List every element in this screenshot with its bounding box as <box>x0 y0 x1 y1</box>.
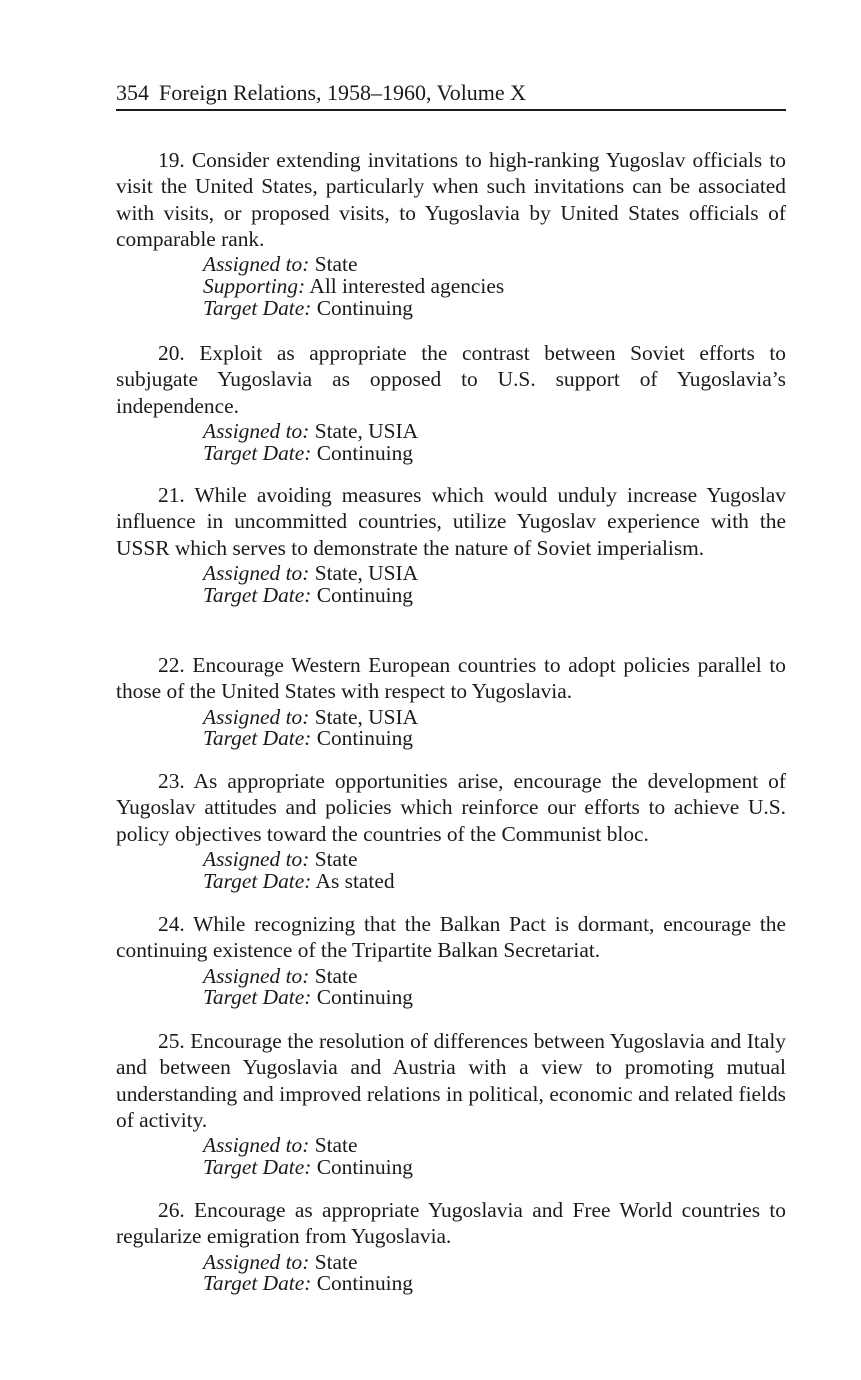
assignment-value: State <box>314 846 358 871</box>
assignment-label: Target Date: <box>203 726 312 751</box>
assignment-line <box>203 987 786 1009</box>
recommendation-text: 22. Encourage Western European countries to adopt policies parallel to those of the United States with respect to Yugoslavia. <box>116 653 786 704</box>
recommendation-text: 24. While recognizing that the Balkan Pact is dormant, encourage the continuing existence of the Tripartite Balkan Secretariat. <box>116 912 786 963</box>
assignment-label: Target Date: <box>203 985 312 1010</box>
assignment-line <box>203 560 786 585</box>
assignment-label: Assigned to: <box>203 1133 310 1158</box>
recommendation-text: 25. Encourage the resolution of differences between Yugoslavia and Italy and between Yugoslavia and Austria with a view to promoting mutual understanding and improved relations in political, economic and related fields of activity. <box>116 1029 786 1132</box>
assignment-label: Assigned to: <box>203 1249 310 1274</box>
assignment-line <box>203 846 786 871</box>
assignment-label: Assigned to: <box>203 560 310 585</box>
assignment-block <box>203 418 786 465</box>
recommendation-item <box>116 1028 786 1179</box>
assignment-value: State, USIA <box>314 560 419 585</box>
page-title: Foreign Relations, 1958–1960, Volume X <box>159 80 527 105</box>
recommendation-item <box>116 652 786 750</box>
assignment-label: Target Date: <box>203 868 312 893</box>
recommendation-text: 21. While avoiding measures which would unduly increase Yugoslav influence in uncommitted countries, utilize Yugoslav experience with the USSR which serves to demonstrate the nature of Soviet imperialism. <box>116 483 786 560</box>
recommendation-text: 23. As appropriate opportunities arise, encourage the development of Yugoslav attitudes and policies which reinforce our efforts to achieve U.S. policy objectives toward the countries of the Communist bloc. <box>116 769 786 846</box>
assignment-value: All interested agencies <box>309 273 505 298</box>
assignment-label: Target Date: <box>203 1154 312 1179</box>
assignment-label: Assigned to: <box>203 846 310 871</box>
assignment-line <box>203 963 786 988</box>
recommendation-item <box>116 482 786 606</box>
assignment-label: Target Date: <box>203 582 312 607</box>
assignment-value: State, USIA <box>314 418 419 443</box>
recommendation-item <box>116 911 786 1009</box>
assignment-value: Continuing <box>316 726 413 751</box>
assignment-value: State <box>314 1249 358 1274</box>
assignment-value: State <box>314 1133 358 1158</box>
assignment-block <box>203 560 786 607</box>
assignment-value: Continuing <box>316 440 413 465</box>
recommendation-text: 19. Consider extending invitations to high-ranking Yugoslav officials to visit the United States, particularly when such invitations can be associated with visits, or proposed visits, to Yugoslavia by United States officials of comparable rank. <box>116 148 786 251</box>
assignment-label: Assigned to: <box>203 418 310 443</box>
recommendation-text: 26. Encourage as appropriate Yugoslavia and Free World countries to regularize emigration from Yugoslavia. <box>116 1198 786 1249</box>
assignment-value: Continuing <box>316 582 413 607</box>
assignment-line <box>203 440 786 465</box>
assignment-value: Continuing <box>316 1154 413 1179</box>
assignment-block <box>203 1249 786 1296</box>
assignment-block <box>203 1135 786 1179</box>
recommendation-item <box>116 768 786 892</box>
assignment-line <box>203 1249 786 1274</box>
assignment-line <box>203 418 786 443</box>
assignment-line <box>203 704 786 729</box>
assignment-label: Assigned to: <box>203 963 310 988</box>
assignment-value: State <box>314 252 358 277</box>
running-head <box>116 78 786 111</box>
recommendation-text: 20. Exploit as appropriate the contrast between Soviet efforts to subjugate Yugoslavia as opposed to U.S. support of Yugoslavia’s independence. <box>116 341 786 418</box>
assignment-line <box>203 1154 786 1179</box>
assignment-label: Target Date: <box>203 440 312 465</box>
recommendation-item <box>116 1197 786 1295</box>
assignment-value: As stated <box>315 868 395 893</box>
page-number: 354 <box>116 80 149 105</box>
assignment-value: Continuing <box>316 1271 413 1296</box>
assignment-value: State, USIA <box>314 704 419 729</box>
assignment-line <box>203 295 786 320</box>
assignment-label: Supporting: <box>203 273 306 298</box>
assignment-label: Target Date: <box>203 1271 312 1296</box>
assignment-block <box>203 963 786 1010</box>
assignment-line <box>203 868 786 893</box>
assignment-line <box>203 1273 786 1295</box>
recommendation-item <box>116 147 786 320</box>
assignment-line <box>203 254 786 276</box>
assignment-label: Target Date: <box>203 295 312 320</box>
recommendation-item <box>116 340 786 464</box>
assignment-block <box>203 254 786 319</box>
assignment-label: Assigned to: <box>203 252 310 277</box>
assignment-block <box>203 846 786 893</box>
document-page <box>116 78 786 1296</box>
assignment-line <box>203 728 786 750</box>
assignment-line <box>203 273 786 298</box>
assignment-label: Assigned to: <box>203 704 310 729</box>
assignment-block <box>203 704 786 751</box>
assignment-line <box>203 1135 786 1157</box>
assignment-line <box>203 582 786 607</box>
assignment-value: Continuing <box>316 985 413 1010</box>
assignment-value: Continuing <box>316 295 413 320</box>
assignment-value: State <box>314 963 358 988</box>
